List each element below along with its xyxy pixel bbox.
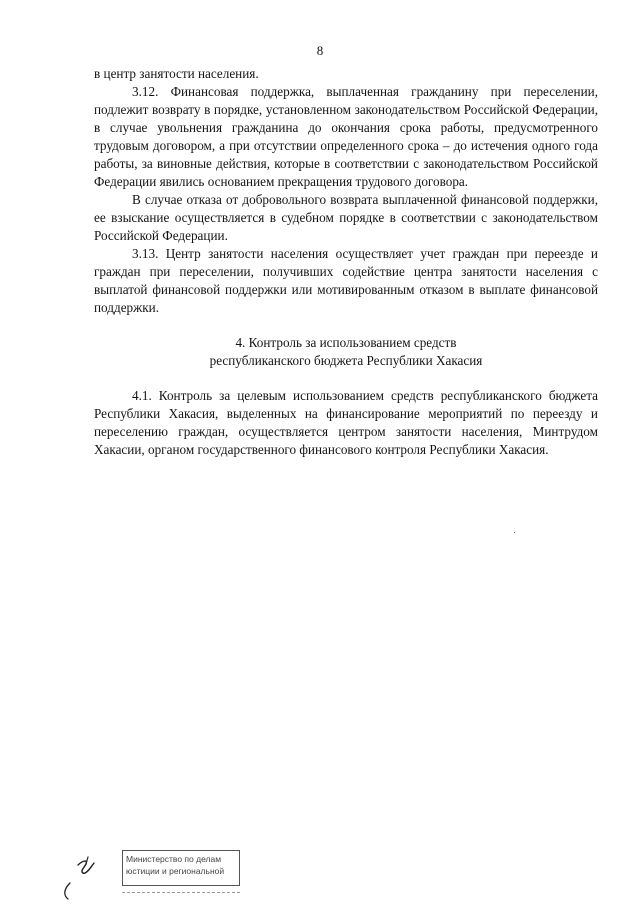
stamp-underline	[122, 892, 240, 893]
scan-speck	[514, 532, 515, 533]
page-number: 8	[316, 43, 324, 58]
section-4-heading-line-1: 4. Контроль за использованием средств	[235, 335, 457, 350]
stamp-line-1: Министерство по делам	[126, 854, 222, 864]
section-4-heading	[94, 334, 598, 370]
section-4-heading-line-2: республиканского бюджета Республики Хакасия	[209, 353, 483, 368]
paragraph-refusal: В случае отказа от добровольного возврата выплаченной финансовой поддержки, ее взыскание осуществляется в судебном порядке в соответствии с законодательством Российской Федерации.	[94, 192, 598, 243]
paragraph-4-1: 4.1. Контроль за целевым использованием средств республиканского бюджета Республики Хакасия, выделенных на финансирование мероприятий по переезду и переселению граждан, осуществляется центром занятости населения, Минтрудом Хакасии, органом государственного финансового контроля Республики Хакасия.	[94, 388, 598, 457]
paragraph-3-13: 3.13. Центр занятости населения осуществляет учет граждан при переезде и граждан при переселении, получивших содействие центра занятости населения с выплатой финансовой поддержки или мотивированным отказом в выплате финансовой поддержки.	[94, 246, 598, 315]
handwritten-signature-icon	[60, 855, 110, 908]
paragraph-continuation: в центр занятости населения.	[94, 66, 259, 81]
paragraph-3-12: 3.12. Финансовая поддержка, выплаченная гражданину при переселении, подлежит возврату в порядке, установленном законодательством Российской Федерации, в случае увольнения гражданина до окончания срока работы, предусмотренного трудовым договором, а при отсутствии определенного срока – до истечения одного года работы, за виновные действия, которые в соответствии с законодательством Российской Федерации явились основанием прекращения трудового договора.	[94, 84, 598, 189]
stamp-line-2: юстиции и региональной	[126, 866, 225, 876]
document-body	[94, 65, 598, 459]
registration-stamp	[122, 850, 240, 886]
